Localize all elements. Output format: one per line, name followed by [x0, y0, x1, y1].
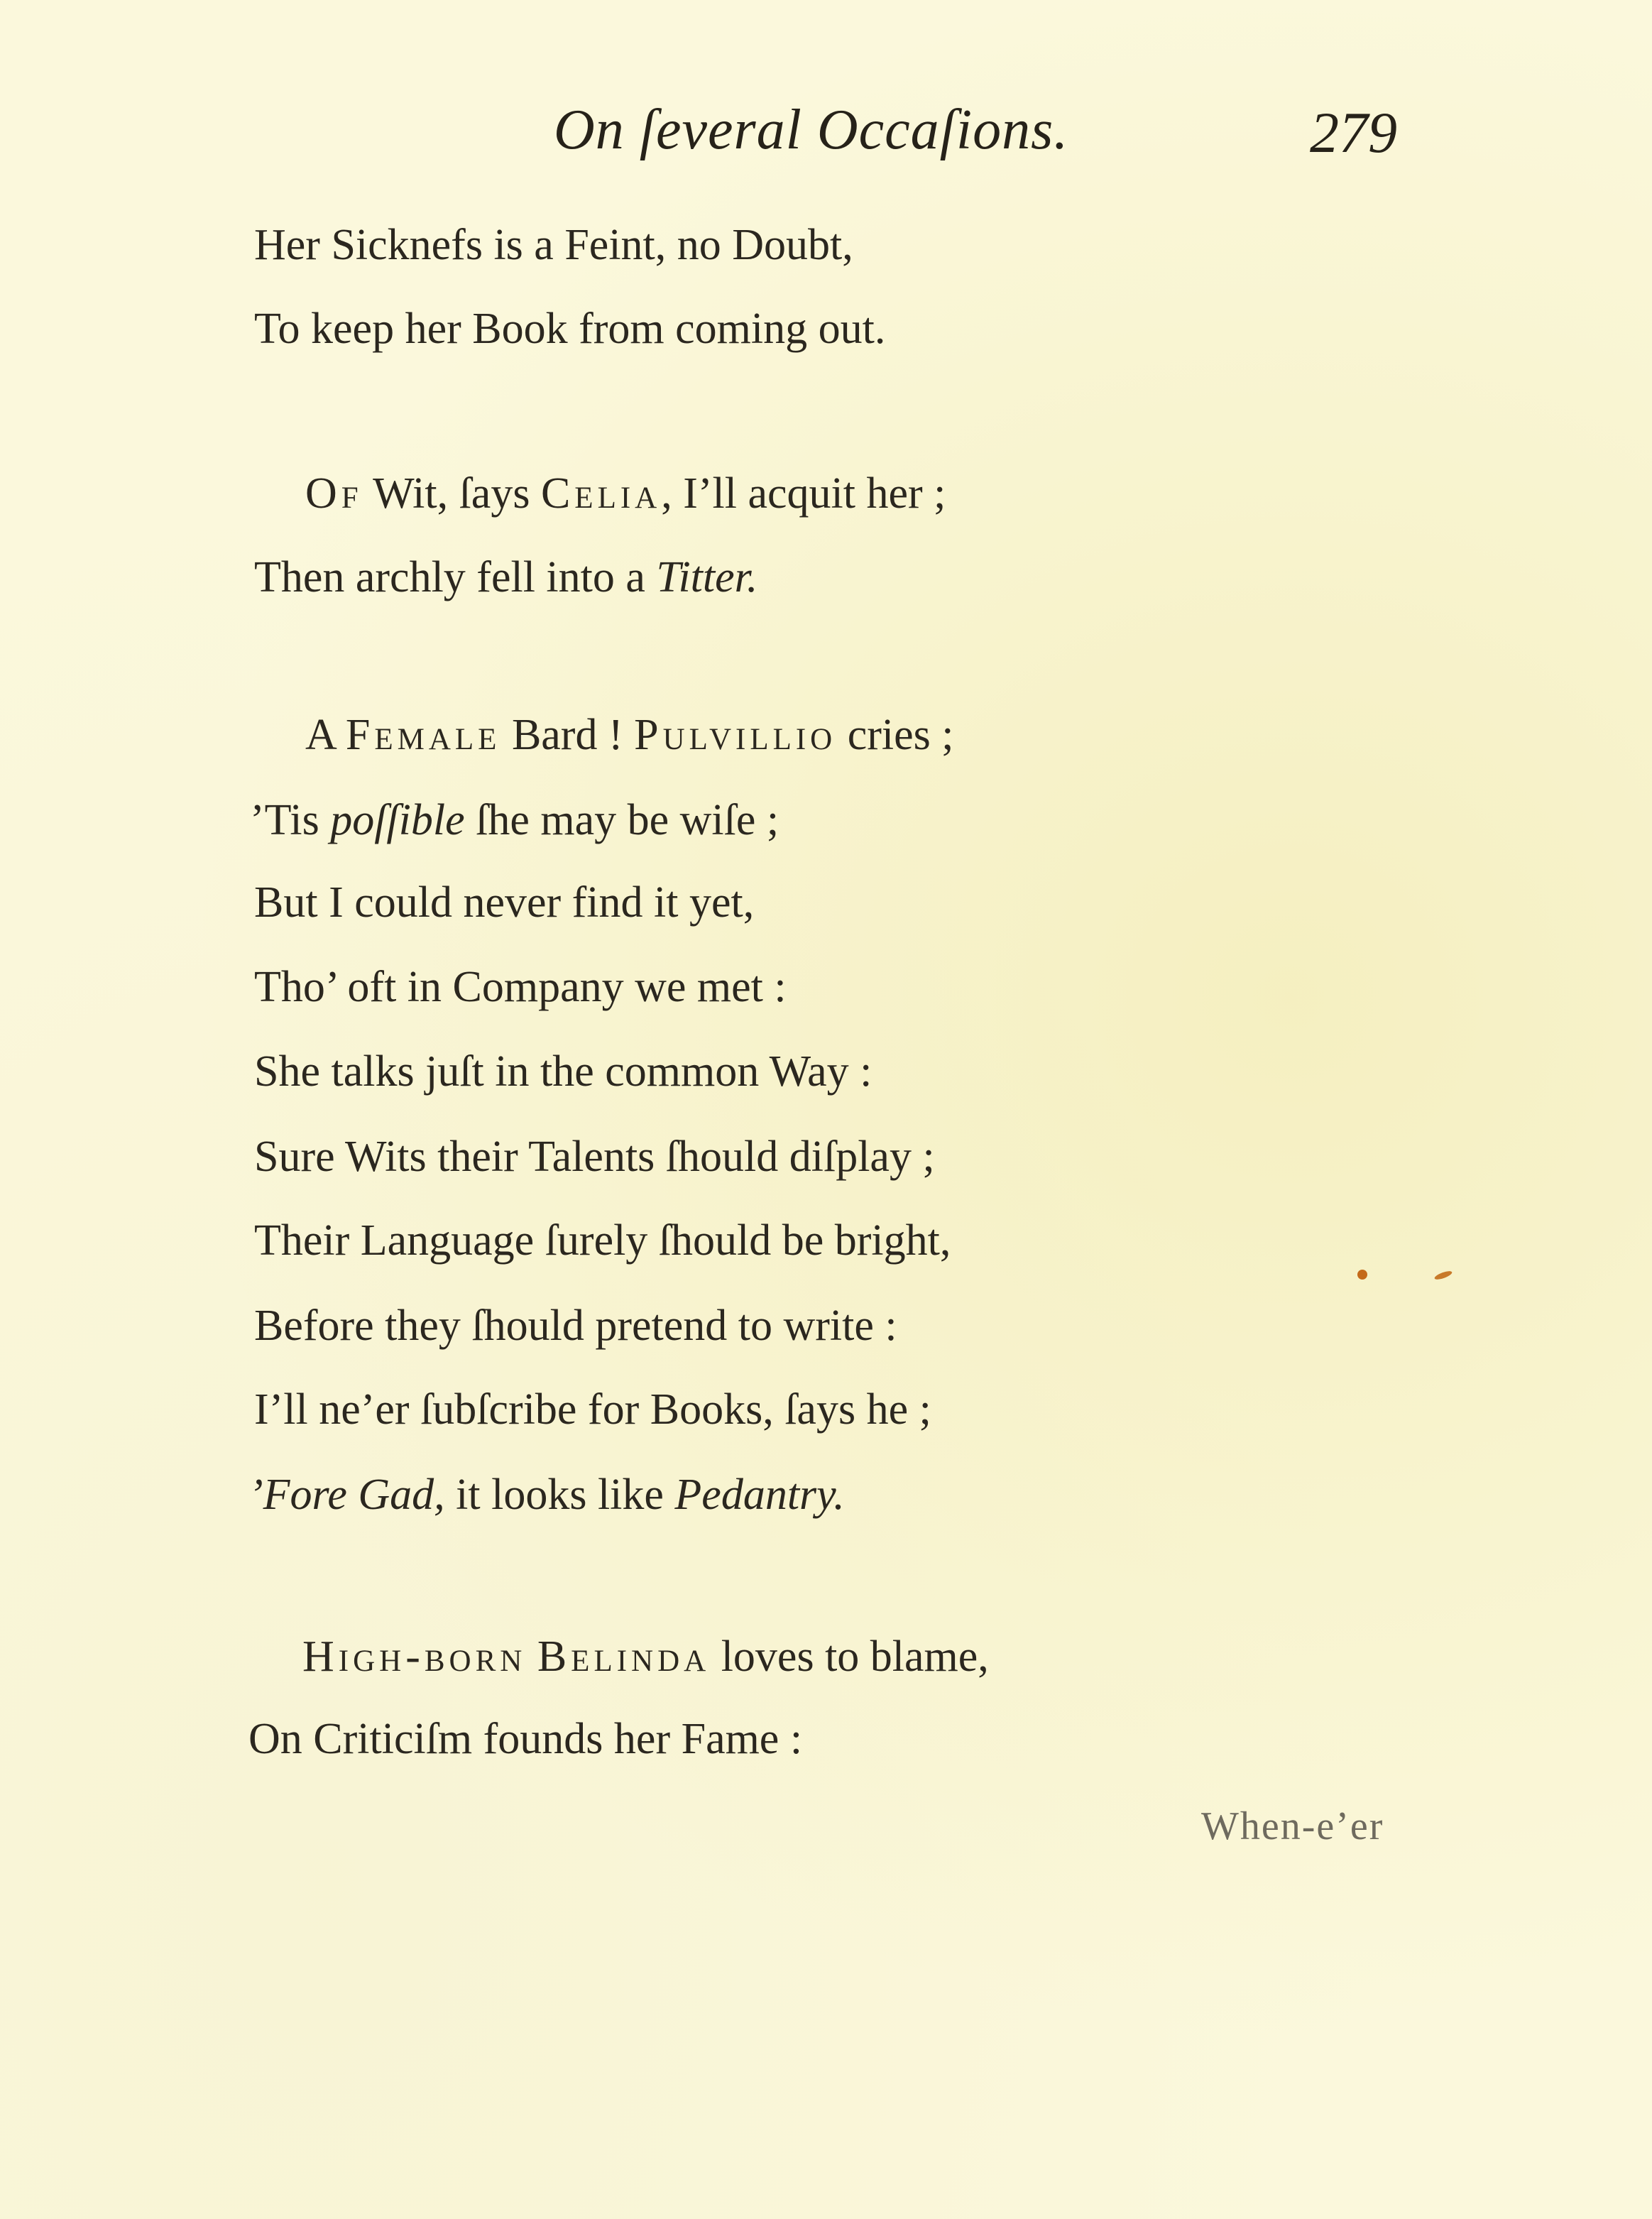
page-number: 279 [1310, 100, 1397, 165]
verse-text: , I’ll acquit her ; [661, 469, 946, 518]
verse-text: Then archly fell into a [254, 553, 657, 601]
verse-line [248, 1470, 845, 1520]
character-name: Celia [540, 469, 662, 518]
verse-line: I’ll ne’er ſubſcribe for Books, ſays he ; [254, 1385, 931, 1434]
italic-word: ’Fore Gad, [248, 1471, 445, 1519]
verse-line [250, 795, 779, 846]
verse-text: cries ; [836, 711, 954, 759]
italic-word: Titter. [656, 553, 758, 601]
verse-line: Sure Wits their Talents ſhould diſplay ; [254, 1133, 935, 1181]
verse-line: She talks juſt in the common Way : [254, 1047, 873, 1096]
small-caps-word: Female [345, 711, 501, 759]
italic-word: poſſible [330, 796, 465, 844]
catchword: When-e’er [1201, 1804, 1384, 1848]
character-name: Pulvillio [634, 711, 837, 759]
verse-line [305, 710, 954, 760]
verse-text [526, 1632, 537, 1681]
verse-line: Her Sicknefs is a Feint, no Doubt, [254, 221, 853, 269]
verse-line [254, 552, 757, 603]
verse-line: Tho’ oft in Company we met : [254, 963, 787, 1011]
verse-text: loves to blame, [710, 1632, 989, 1681]
foxing-spot [1433, 1270, 1453, 1281]
verse-text: Bard ! [500, 711, 635, 759]
verse-line: Their Language ſurely ſhould be bright, [254, 1216, 951, 1265]
verse-text: it looks like [444, 1471, 675, 1519]
running-title: On ſeveral Occaſions. [554, 99, 1069, 161]
verse-text: ’Tis [250, 796, 331, 844]
verse-line: But I could never find it yet, [254, 878, 755, 927]
verse-line [302, 1632, 989, 1682]
verse-line: Before they ſhould pretend to write : [254, 1302, 897, 1350]
verse-line: To keep her Book from coming out. [254, 305, 886, 353]
verse-text: Wit, ſays [362, 469, 541, 518]
italic-word: Pedantry. [674, 1471, 845, 1519]
verse-text: A [305, 711, 346, 759]
verse-line [305, 469, 946, 519]
verse-text: ſhe may be wiſe ; [464, 796, 779, 844]
verse-line: On Criticiſm founds her Fame : [248, 1715, 803, 1763]
foxing-spot [1357, 1270, 1367, 1280]
small-caps-word: Of [305, 469, 363, 518]
character-name: Belinda [537, 1632, 711, 1681]
small-caps-word: High-born [302, 1632, 527, 1681]
